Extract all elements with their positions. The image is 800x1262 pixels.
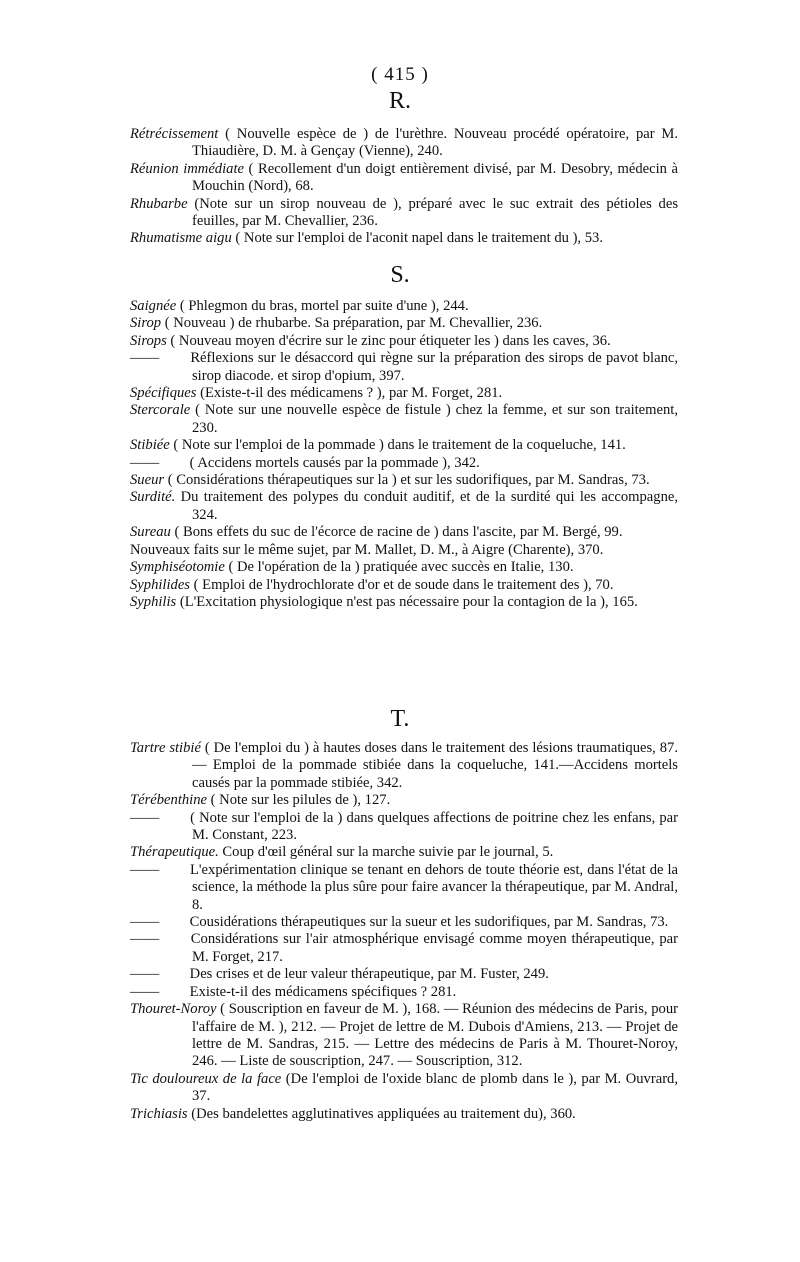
entry-text: ( Bons effets du suc de l'écorce de racine de ) dans l'ascite, par M. Bergé, 99. (170, 524, 623, 541)
entry-text: ( Recollement d'un doigt entièrement divisé, par M. Desobry, médecin à Mouchin (Nord), 68. (192, 160, 679, 195)
entry-text: (De l'emploi de l'oxide blanc de plomb dans le ), par M. Ouvrard, 37. (192, 1070, 678, 1105)
entry-term: Térébenthine (130, 792, 208, 809)
entry-text: ( Note sur une nouvelle espèce de fistule ) chez la femme, et sur son traitement, 230. (190, 402, 678, 436)
entry-term: Rhubarbe (130, 195, 188, 212)
entry-term: Tartre stibié (130, 740, 201, 756)
entry-term: Syphilis (130, 593, 177, 610)
index-entry (130, 931, 678, 966)
index-entry (130, 559, 678, 576)
index-entry (130, 230, 678, 247)
ditto-dash: —— (130, 809, 160, 826)
index-entry (130, 196, 678, 231)
index-entry (130, 333, 678, 350)
ditto-dash: —— (130, 931, 160, 948)
entry-term: Syphilides (130, 576, 190, 593)
entry-text: ( Souscription en faveur de M. ), 168. — Réunion des médecins de Paris, pour l'affaire de M. ), 212. — Projet de lettre de M. Dubois d'Amiens, 213. — Projet de lettre de M. Sandras, 215. — Lettre des médecins de Paris à M. Thouret-Noroy, 246. — Liste de souscription, 247. — Souscription, 312. (192, 1001, 678, 1070)
entry-text: ( Considérations thérapeutiques sur la ) et sur les sudorifiques, par M. Sandras, 73. (164, 472, 650, 489)
ditto-dash: —— (130, 983, 160, 1000)
entry-term: Surdité. (130, 489, 176, 506)
entry-term: Rétrécissement (130, 126, 219, 142)
entry-text: ( Note sur l'emploi de l'aconit napel dans le traitement du ), 53. (231, 230, 603, 247)
index-entry (130, 350, 678, 385)
index-entry (130, 844, 678, 861)
entry-text: ( Note sur l'emploi de la pommade ) dans le traitement de la coqueluche, 141. (169, 437, 626, 454)
entry-term: Sirops (130, 332, 167, 349)
ditto-dash: —— (130, 914, 160, 931)
ditto-dash: —— (130, 350, 160, 367)
index-entry (130, 594, 678, 611)
entry-text: ( Note sur les pilules de ), 127. (207, 792, 391, 809)
entry-text: (Des bandelettes agglutinatives appliquées au traitement du), 360. (187, 1105, 576, 1122)
entry-text: ( Accidens mortels causés par la pommade ), 342. (186, 454, 480, 471)
page-number: ( 415 ) (371, 64, 429, 85)
entry-text: Cousidérations thérapeutiques sur la sueur et les sudorifiques, par M. Sandras, 73. (186, 914, 669, 931)
index-entry (130, 385, 678, 402)
entry-text: (L'Excitation physiologique n'est pas nécessaire pour la contagion de la ), 165. (176, 593, 638, 610)
entry-text: ( Nouveau ) de rhubarbe. Sa préparation, par M. Chevallier, 236. (161, 315, 543, 332)
section-t-entries (130, 740, 678, 1123)
entry-term: Réunion immédiate (130, 160, 244, 177)
entry-term: Tic douloureux de la face (130, 1070, 282, 1087)
entry-term: Trichiasis (130, 1105, 188, 1122)
index-entry (130, 1106, 678, 1123)
index-entry (130, 914, 678, 931)
section-s-entries (130, 298, 678, 611)
index-entry (130, 472, 678, 489)
entry-term: Stercorale (130, 402, 191, 419)
entry-term: Rhumatisme aigu (130, 230, 232, 247)
index-entry (130, 810, 678, 845)
index-entry (130, 1071, 678, 1106)
index-entry (130, 862, 678, 914)
section-r-entries (130, 126, 678, 248)
index-entry (130, 1001, 678, 1071)
entry-term: Sueur (130, 472, 165, 489)
entry-text: ( Emploi de l'hydrochlorate d'or et de soude dans le traitement des ), 70. (190, 576, 614, 593)
index-entry (130, 402, 678, 437)
entry-term: Sureau (130, 524, 171, 541)
entry-text: L'expérimentation clinique se tenant en dehors de toute théorie est, dans l'état de la science, la méthode la plus sûre pour faire avancer la thérapeutique, par M. Andral, 8. (186, 861, 678, 913)
index-entry (130, 315, 678, 332)
index-entry (130, 577, 678, 594)
entry-text: Considérations sur l'air atmosphérique envisagé comme moyen thérapeutique, par M. Forget, 217. (186, 931, 678, 965)
entry-term: Spécifiques (130, 385, 197, 402)
index-entry (130, 489, 678, 524)
index-entry (130, 298, 678, 315)
entry-term: Thérapeutique. (130, 844, 219, 861)
entry-term: Sirop (130, 315, 162, 332)
entry-text: Existe-t-il des médicamens spécifiques ? 281. (186, 983, 457, 1000)
index-entry (130, 740, 678, 792)
entry-text: Coup d'œil général sur la marche suivie par le journal, 5. (218, 844, 554, 861)
entry-term: Saignée (130, 298, 177, 314)
index-entry (130, 966, 678, 983)
ditto-dash: —— (130, 454, 160, 471)
index-entry (130, 437, 678, 454)
entry-term: Thouret-Noroy (130, 1001, 217, 1018)
entry-text: (Existe-t-il des médicamens ? ), par M. Forget, 281. (196, 385, 503, 402)
index-entry (130, 792, 678, 809)
entry-text: Réflexions sur le désaccord qui règne sur la préparation des sirops de pavot blanc, sirop diacode. et sirop d'opium, 397. (186, 350, 678, 384)
entry-text: Nouveaux faits sur le même sujet, par M. Mallet, D. M., à Aigre (Charente), 370. (130, 541, 604, 558)
index-entry (130, 542, 678, 559)
entry-text: ( Phlegmon du bras, mortel par suite d'une ), 244. (176, 298, 469, 314)
entry-text: ( Note sur l'emploi de la ) dans quelques affections de poitrine chez les enfans, par M. Constant, 223. (186, 809, 678, 844)
ditto-dash: —— (130, 861, 160, 878)
ditto-dash: —— (130, 966, 160, 983)
index-entry (130, 455, 678, 472)
index-entry (130, 161, 678, 196)
entry-text: ( De l'emploi du ) à hautes doses dans le traitement des lésions traumatiques, 87. — Emploi de la pommade stibiée dans la coqueluche, 141.—Accidens mortels causés par la pommade stibiée, 342. (192, 740, 678, 791)
entry-text: ( De l'opération de la ) pratiquée avec succès en Italie, 130. (224, 559, 574, 576)
entry-text: Du traitement des polypes du conduit auditif, et de la surdité qui les accompagne, 324. (175, 489, 678, 523)
index-entry (130, 524, 678, 541)
entry-text: Des crises et de leur valeur thérapeutique, par M. Fuster, 249. (186, 966, 549, 983)
section-letter-r: R. (388, 88, 411, 114)
entry-term: Symphiséotomie (130, 559, 225, 576)
entry-text: ( Nouveau moyen d'écrire sur le zinc pour étiqueter les ) dans les caves, 36. (166, 332, 611, 349)
section-letter-s: S. (390, 262, 410, 288)
index-entry (130, 984, 678, 1001)
entry-term: Stibiée (130, 437, 170, 454)
index-entry (130, 126, 678, 161)
section-letter-t: T. (390, 706, 410, 732)
entry-text: ( Nouvelle espèce de ) de l'urèthre. Nouveau procédé opératoire, par M. Thiaudière, D. M. à Gençay (Vienne), 240. (192, 126, 678, 160)
entry-text: (Note sur un sirop nouveau de ), préparé avec le suc extrait des pétioles des feuilles, par M. Chevallier, 236. (187, 195, 678, 230)
